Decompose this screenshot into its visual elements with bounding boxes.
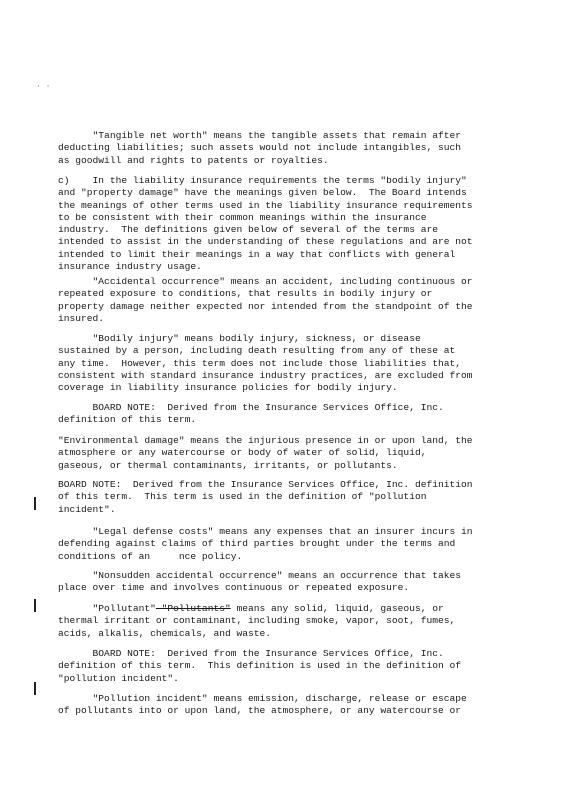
text-line: as goodwill and rights to patents or royalties.	[58, 154, 329, 166]
text-line: coverage in liability insurance policies for bodily injury.	[58, 382, 398, 394]
pollutant-term: "Pollutant"	[58, 603, 156, 614]
paragraph-pollution-incident	[58, 693, 506, 718]
text-line: thermal irritant or contaminant, including smoke, vapor, soot, fumes,	[58, 615, 456, 627]
text-line: "Pollution incident" means emission, discharge, release or escape	[58, 693, 467, 704]
text-line: insurance industry usage.	[58, 261, 202, 273]
line-rest: means any solid, liquid, gaseous, or	[230, 603, 444, 614]
text-line: c) In the liability insurance requirements the terms "bodily injury"	[58, 175, 467, 186]
text-line: "pollution incident".	[58, 672, 179, 684]
text-line: "Legal defense costs" means any expenses that an insurer incurs in	[58, 526, 473, 537]
paragraph-accidental-occurrence	[58, 276, 506, 325]
text-line: acids, alkalis, chemicals, and waste.	[58, 627, 272, 639]
struck-text: "Pollutants"	[155, 603, 231, 614]
text-line: "Environmental damage" means the injurious presence in or upon land, the	[58, 435, 473, 446]
revision-change-bar	[34, 599, 36, 612]
paragraph-board-note-2	[58, 479, 506, 516]
text-line: and "property damage" have the meanings given below. The Board intends	[58, 187, 467, 199]
revision-change-bar	[34, 497, 36, 510]
text-line: BOARD NOTE: Derived from the Insurance Services Office, Inc.	[58, 402, 444, 413]
text-line: gaseous, or thermal contaminants, irritants, or pollutants.	[58, 459, 398, 471]
text-line	[58, 603, 506, 615]
text-line: industry. The definitions given below of several of the terms are	[58, 224, 438, 236]
text-line: property damage neither expected nor intended from the standpoint of the	[58, 300, 473, 312]
text-line: any time. However, this term does not include those liabilities that,	[58, 357, 462, 369]
text-line: to be consistent with their common meanings within the insurance	[58, 211, 427, 223]
text-line: definition of this term.	[58, 414, 197, 426]
text-line: atmosphere or any watercourse or body of water of solid, liquid,	[58, 447, 427, 459]
paragraph-section-c	[58, 175, 506, 273]
text-line: "Nonsudden accidental occurrence" means an occurrence that takes	[58, 570, 462, 581]
text-line: BOARD NOTE: Derived from the Insurance Services Office, Inc.	[58, 648, 444, 659]
text-line: BOARD NOTE: Derived from the Insurance Services Office, Inc. definition	[58, 479, 473, 490]
scan-specks: · ·	[36, 82, 51, 91]
paragraph-bodily-injury	[58, 333, 506, 394]
revision-change-bar	[34, 682, 36, 695]
text-line: incident".	[58, 503, 116, 515]
text-line: deducting liabilities; such assets would not include intangibles, such	[58, 142, 462, 154]
text-line: intended to limit their meanings in a way that conflicts with general	[58, 248, 456, 260]
text-line: of pollutants into or upon land, the atmosphere, or any watercourse or	[58, 705, 462, 717]
text-line: definition of this term. This definition is used in the definition of	[58, 660, 462, 672]
text-line: "Tangible net worth" means the tangible assets that remain after	[58, 130, 462, 141]
text-line: intended to assist in the understanding of these regulations and are not	[58, 236, 473, 248]
text-line: "Bodily injury" means bodily injury, sickness, or disease	[58, 333, 421, 344]
text-line: "Accidental occurrence" means an accident, including continuous or	[58, 276, 473, 287]
text-line: of this term. This term is used in the definition of "pollution	[58, 491, 427, 503]
text-line: conditions of an nce policy.	[58, 550, 243, 562]
text-line: consistent with standard insurance industry practices, are excluded from	[58, 369, 473, 381]
text-line: defending against claims of third parties brought under the terms and	[58, 538, 456, 550]
paragraph-pollutant	[58, 603, 506, 640]
paragraph-environmental-damage	[58, 435, 506, 472]
paragraph-board-note-3	[58, 648, 506, 685]
text-line: insured.	[58, 312, 105, 324]
paragraph-board-note-1	[58, 402, 506, 427]
text-line: place over time and involves continuous or repeated exposure.	[58, 582, 410, 594]
text-line: sustained by a person, including death resulting from any of these at	[58, 345, 456, 357]
text-line: the meanings of other terms used in the liability insurance requirements	[58, 199, 473, 211]
paragraph-nonsudden	[58, 570, 506, 595]
paragraph-tangible-net-worth	[58, 130, 506, 167]
paragraph-legal-defense-costs	[58, 526, 506, 563]
text-line: repeated exposure to conditions, that results in bodily injury or	[58, 288, 433, 300]
